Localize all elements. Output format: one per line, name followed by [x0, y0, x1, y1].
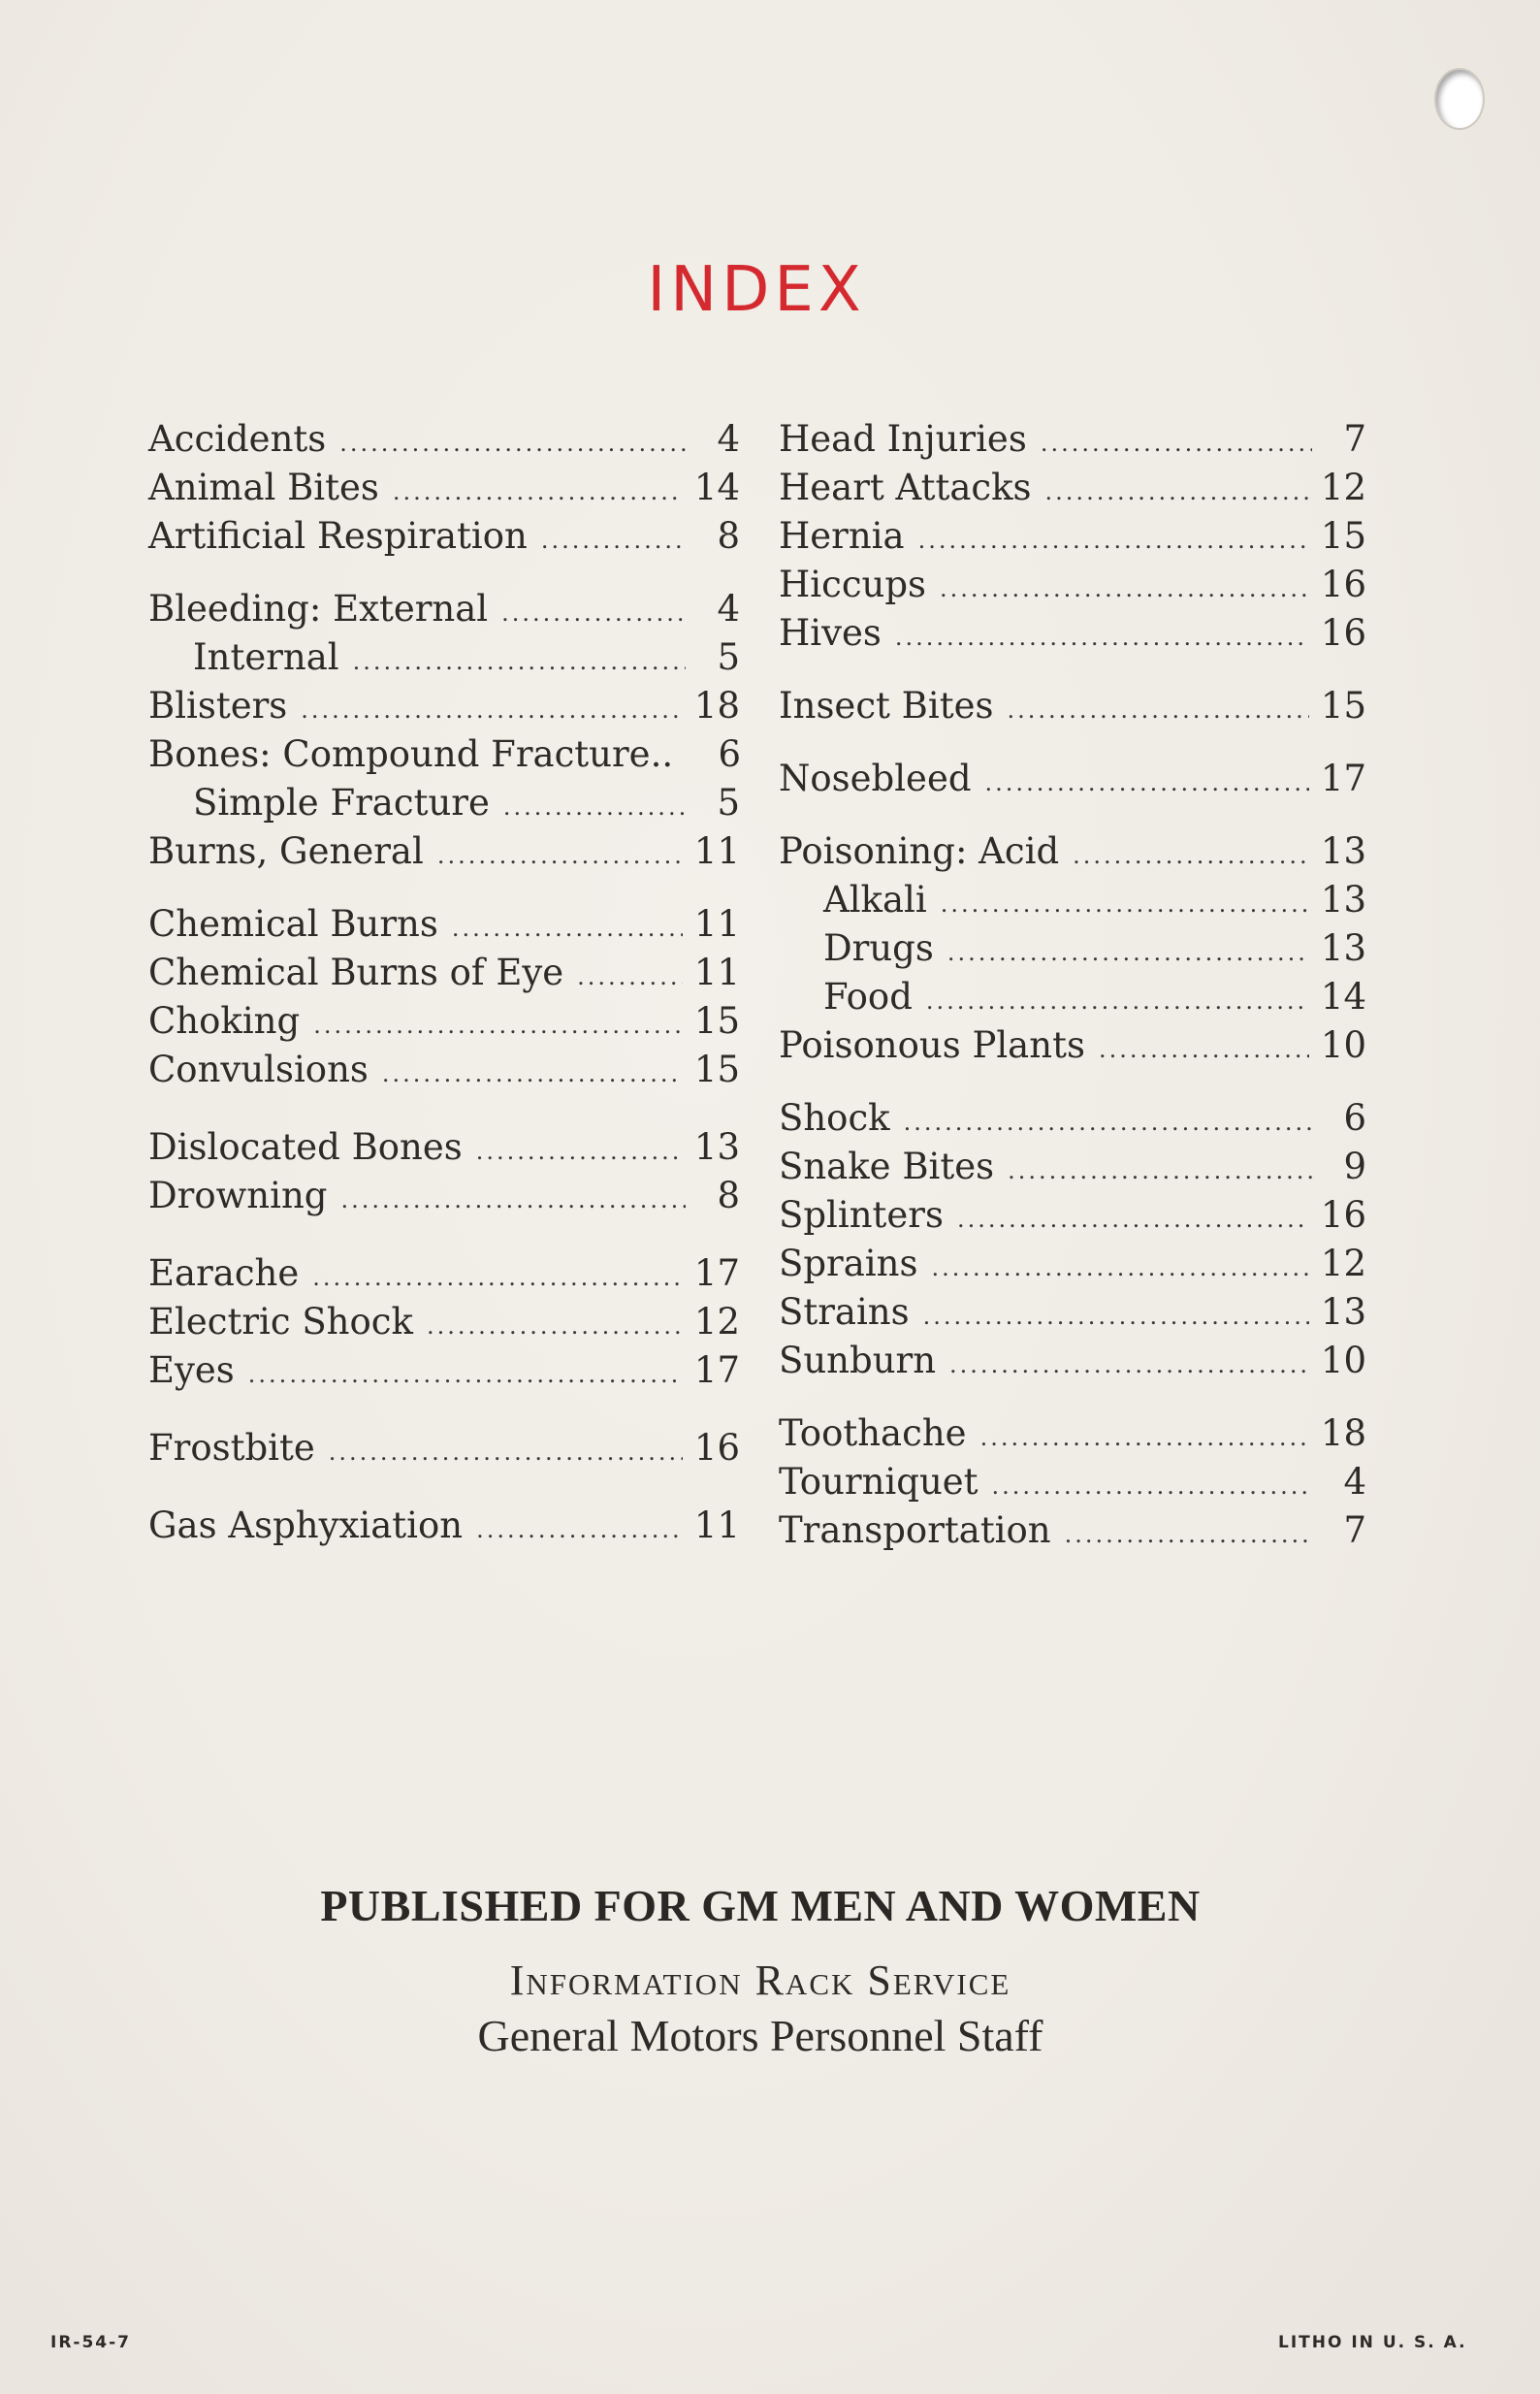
dot-leader	[476, 1505, 683, 1554]
index-entry	[148, 1123, 740, 1172]
dot-leader	[931, 1244, 1308, 1292]
index-entry-label: Chemical Burns	[148, 903, 438, 945]
publisher-line: PUBLISHED FOR GM MEN AND WOMEN	[320, 1881, 1201, 1930]
index-entry	[779, 1143, 1366, 1191]
index-entry-page: 16	[1320, 612, 1366, 654]
index-entry	[148, 512, 740, 561]
index-entry-page: 6	[1343, 1097, 1366, 1139]
dot-leader	[476, 1127, 683, 1176]
index-entry	[779, 1409, 1366, 1458]
dot-leader	[941, 880, 1309, 928]
index-entry	[779, 682, 1366, 730]
index-entry-page: 4	[1343, 1461, 1366, 1503]
dot-leader	[1007, 686, 1308, 734]
index-entry-label: Insect Bites	[779, 685, 994, 727]
index-entry	[779, 1191, 1366, 1240]
index-entry-page: 12	[1320, 1243, 1366, 1284]
index-entry-label: Nosebleed	[779, 758, 972, 799]
index-entry	[148, 900, 740, 949]
index-entry	[148, 1298, 740, 1346]
index-entry-label: Internal	[193, 636, 339, 678]
index-entry-page: 10	[1320, 1340, 1366, 1381]
index-entry	[148, 1046, 740, 1094]
dot-leader	[1045, 468, 1309, 516]
index-entry	[148, 1346, 740, 1395]
index-entry-page: 11	[693, 1504, 740, 1546]
index-entry-label: Toothache	[779, 1412, 967, 1454]
index-entry-label: Snake Bites	[779, 1146, 995, 1187]
dot-leader	[1099, 1025, 1309, 1074]
index-entry-page: 11	[693, 903, 740, 945]
index-entry-label: Eyes	[148, 1349, 235, 1391]
index-entry-label: Earache	[148, 1252, 300, 1294]
index-entry	[779, 755, 1366, 803]
index-entry-label: Tourniquet	[779, 1461, 979, 1503]
index-entry-label: Splinters	[779, 1194, 944, 1236]
index-entry	[779, 561, 1366, 609]
index-entry-page: 13	[1320, 1291, 1366, 1333]
index-entry-page: 12	[1320, 467, 1366, 508]
dot-leader	[904, 1098, 1312, 1147]
index-entry	[779, 512, 1366, 561]
dot-leader	[918, 516, 1309, 565]
index-entry	[779, 464, 1366, 512]
index-entry	[779, 973, 1366, 1021]
index-entry	[148, 997, 740, 1046]
dot-leader	[1041, 419, 1312, 468]
index-entry	[148, 585, 740, 633]
dot-leader	[313, 1001, 683, 1050]
index-entry	[148, 827, 740, 876]
index-entry-label: Sunburn	[779, 1340, 937, 1381]
index-entry-page: 17	[693, 1252, 740, 1294]
index-entry	[779, 1021, 1366, 1070]
dot-leader	[949, 1341, 1309, 1389]
index-entry-page: 13	[693, 1126, 740, 1168]
index-entry	[148, 1172, 740, 1220]
dot-leader	[340, 1176, 686, 1224]
index-entry	[779, 1240, 1366, 1288]
dot-leader	[1065, 1510, 1312, 1559]
index-entry-label: Poisoning: Acid	[779, 830, 1060, 872]
index-entry	[779, 1094, 1366, 1143]
index-entry-label: Transportation	[779, 1509, 1051, 1551]
index-entry-page: 15	[1320, 685, 1366, 727]
dot-leader	[301, 686, 683, 734]
index-entry-page: 8	[717, 1175, 740, 1216]
index-entry-page: 10	[1320, 1024, 1366, 1066]
index-entry	[148, 464, 740, 512]
index-entry-label: Burns, General	[148, 830, 424, 872]
index-entry-page: 4	[717, 588, 740, 630]
dot-leader	[926, 977, 1309, 1025]
index-entry-label: Bones: Compound Fracture..	[148, 733, 674, 775]
index-entry-page: 16	[1320, 564, 1366, 605]
index-entry-label: Blisters	[148, 685, 288, 727]
index-entry-page: 9	[1343, 1146, 1366, 1187]
index-entry-page: 15	[693, 1049, 740, 1090]
litho-note: LITHO IN U. S. A.	[1278, 2333, 1467, 2352]
dot-leader	[393, 468, 683, 516]
index-entry-label: Electric Shock	[148, 1301, 413, 1343]
index-entry	[779, 1337, 1366, 1385]
index-entry-label: Gas Asphyxiation	[148, 1504, 464, 1546]
index-entry	[779, 924, 1366, 973]
index-entry-label: Animal Bites	[148, 467, 379, 508]
index-entry-label: Simple Fracture	[193, 782, 490, 824]
dot-leader	[312, 1253, 683, 1302]
dot-leader	[992, 1462, 1312, 1510]
index-entry-label: Convulsions	[148, 1049, 369, 1090]
index-entry-label: Alkali	[823, 879, 927, 921]
index-entry-page: 18	[693, 685, 740, 727]
index-entry-label: Drugs	[823, 927, 934, 969]
service-line: Information Rack Service	[509, 1957, 1011, 2004]
index-entry-page: 16	[1320, 1194, 1366, 1236]
dot-leader	[1008, 1147, 1312, 1195]
index-entry	[148, 415, 740, 464]
index-entry-page: 17	[1320, 758, 1366, 799]
dot-leader	[503, 783, 686, 831]
index-entry-page: 7	[1343, 1509, 1366, 1551]
index-entry-page: 16	[693, 1427, 740, 1469]
index-entry	[779, 876, 1366, 924]
dot-leader	[437, 831, 683, 880]
page-title: INDEX	[647, 254, 866, 326]
index-entry-label: Poisonous Plants	[779, 1024, 1085, 1066]
index-entry-page: 5	[717, 636, 740, 678]
index-entry	[148, 1249, 740, 1298]
index-entry	[779, 1288, 1366, 1337]
index-entry-page: 15	[693, 1000, 740, 1042]
index-entry-label: Drowning	[148, 1175, 328, 1216]
dot-leader	[501, 589, 686, 637]
index-entry-label: Head Injuries	[779, 418, 1027, 460]
index-entry-label: Accidents	[148, 418, 327, 460]
index-entry-label: Hives	[779, 612, 882, 654]
index-entry	[779, 827, 1366, 876]
index-entry	[148, 682, 740, 730]
dot-leader	[895, 613, 1309, 662]
index-entry-label: Frostbite	[148, 1427, 315, 1469]
index-entry-page: 17	[693, 1349, 740, 1391]
index-entry-page: 7	[1343, 418, 1366, 460]
index-entry	[779, 1506, 1366, 1555]
index-entry	[148, 949, 740, 997]
index-entry	[779, 609, 1366, 658]
punch-hole	[1436, 70, 1483, 128]
index-entry-page: 13	[1320, 830, 1366, 872]
index-entry	[148, 1502, 740, 1550]
dot-leader	[980, 1413, 1309, 1462]
index-entry-page: 14	[1320, 976, 1366, 1018]
dot-leader	[957, 1195, 1309, 1244]
index-entry-page: 4	[717, 418, 740, 460]
index-entry-label: Food	[823, 976, 913, 1018]
index-entry-page: 12	[693, 1301, 740, 1343]
staff-line: General Motors Personnel Staff	[477, 2011, 1043, 2060]
index-entry-label: Shock	[779, 1097, 890, 1139]
index-entry-page: 11	[693, 952, 740, 993]
dot-leader	[1073, 831, 1309, 880]
dot-leader	[923, 1292, 1309, 1341]
index-entry-page: 6	[718, 733, 742, 775]
dot-leader	[947, 928, 1309, 977]
index-entry-page: 13	[1320, 927, 1366, 969]
index-entry	[779, 415, 1366, 464]
dot-leader	[577, 953, 683, 1001]
dot-leader	[248, 1350, 683, 1399]
form-code: IR-54-7	[50, 2333, 132, 2352]
index-entry-page: 8	[717, 515, 740, 557]
dot-leader	[541, 516, 686, 565]
index-entry-label: Dislocated Bones	[148, 1126, 463, 1168]
dot-leader	[985, 759, 1309, 807]
index-entry-page: 11	[693, 830, 740, 872]
dot-leader	[382, 1050, 683, 1098]
index-entry-label: Hernia	[779, 515, 905, 557]
dot-leader	[329, 1428, 683, 1476]
index-entry-page: 15	[1320, 515, 1366, 557]
index-entry-page: 5	[717, 782, 740, 824]
index-entry	[148, 1424, 740, 1472]
index-entry-label: Heart Attacks	[779, 467, 1032, 508]
index-entry-label: Bleeding: External	[148, 588, 489, 630]
index-entry-page: 14	[693, 467, 740, 508]
index-entry-page: 18	[1320, 1412, 1366, 1454]
index-entry-page: 13	[1320, 879, 1366, 921]
index-entry	[148, 730, 740, 779]
index-entry-label: Chemical Burns of Eye	[148, 952, 564, 993]
index-entry	[779, 1458, 1366, 1506]
dot-leader	[940, 565, 1309, 613]
index-entry-label: Sprains	[779, 1243, 918, 1284]
index-entry-label: Hiccups	[779, 564, 927, 605]
index-entry	[148, 633, 740, 682]
dot-leader	[353, 637, 686, 686]
index-entry-label: Artificial Respiration	[148, 515, 528, 557]
index-entry	[148, 779, 740, 827]
dot-leader	[452, 904, 683, 953]
dot-leader	[427, 1302, 683, 1350]
index-entry-label: Strains	[779, 1291, 910, 1333]
dot-leader	[339, 419, 686, 468]
index-entry-label: Choking	[148, 1000, 301, 1042]
